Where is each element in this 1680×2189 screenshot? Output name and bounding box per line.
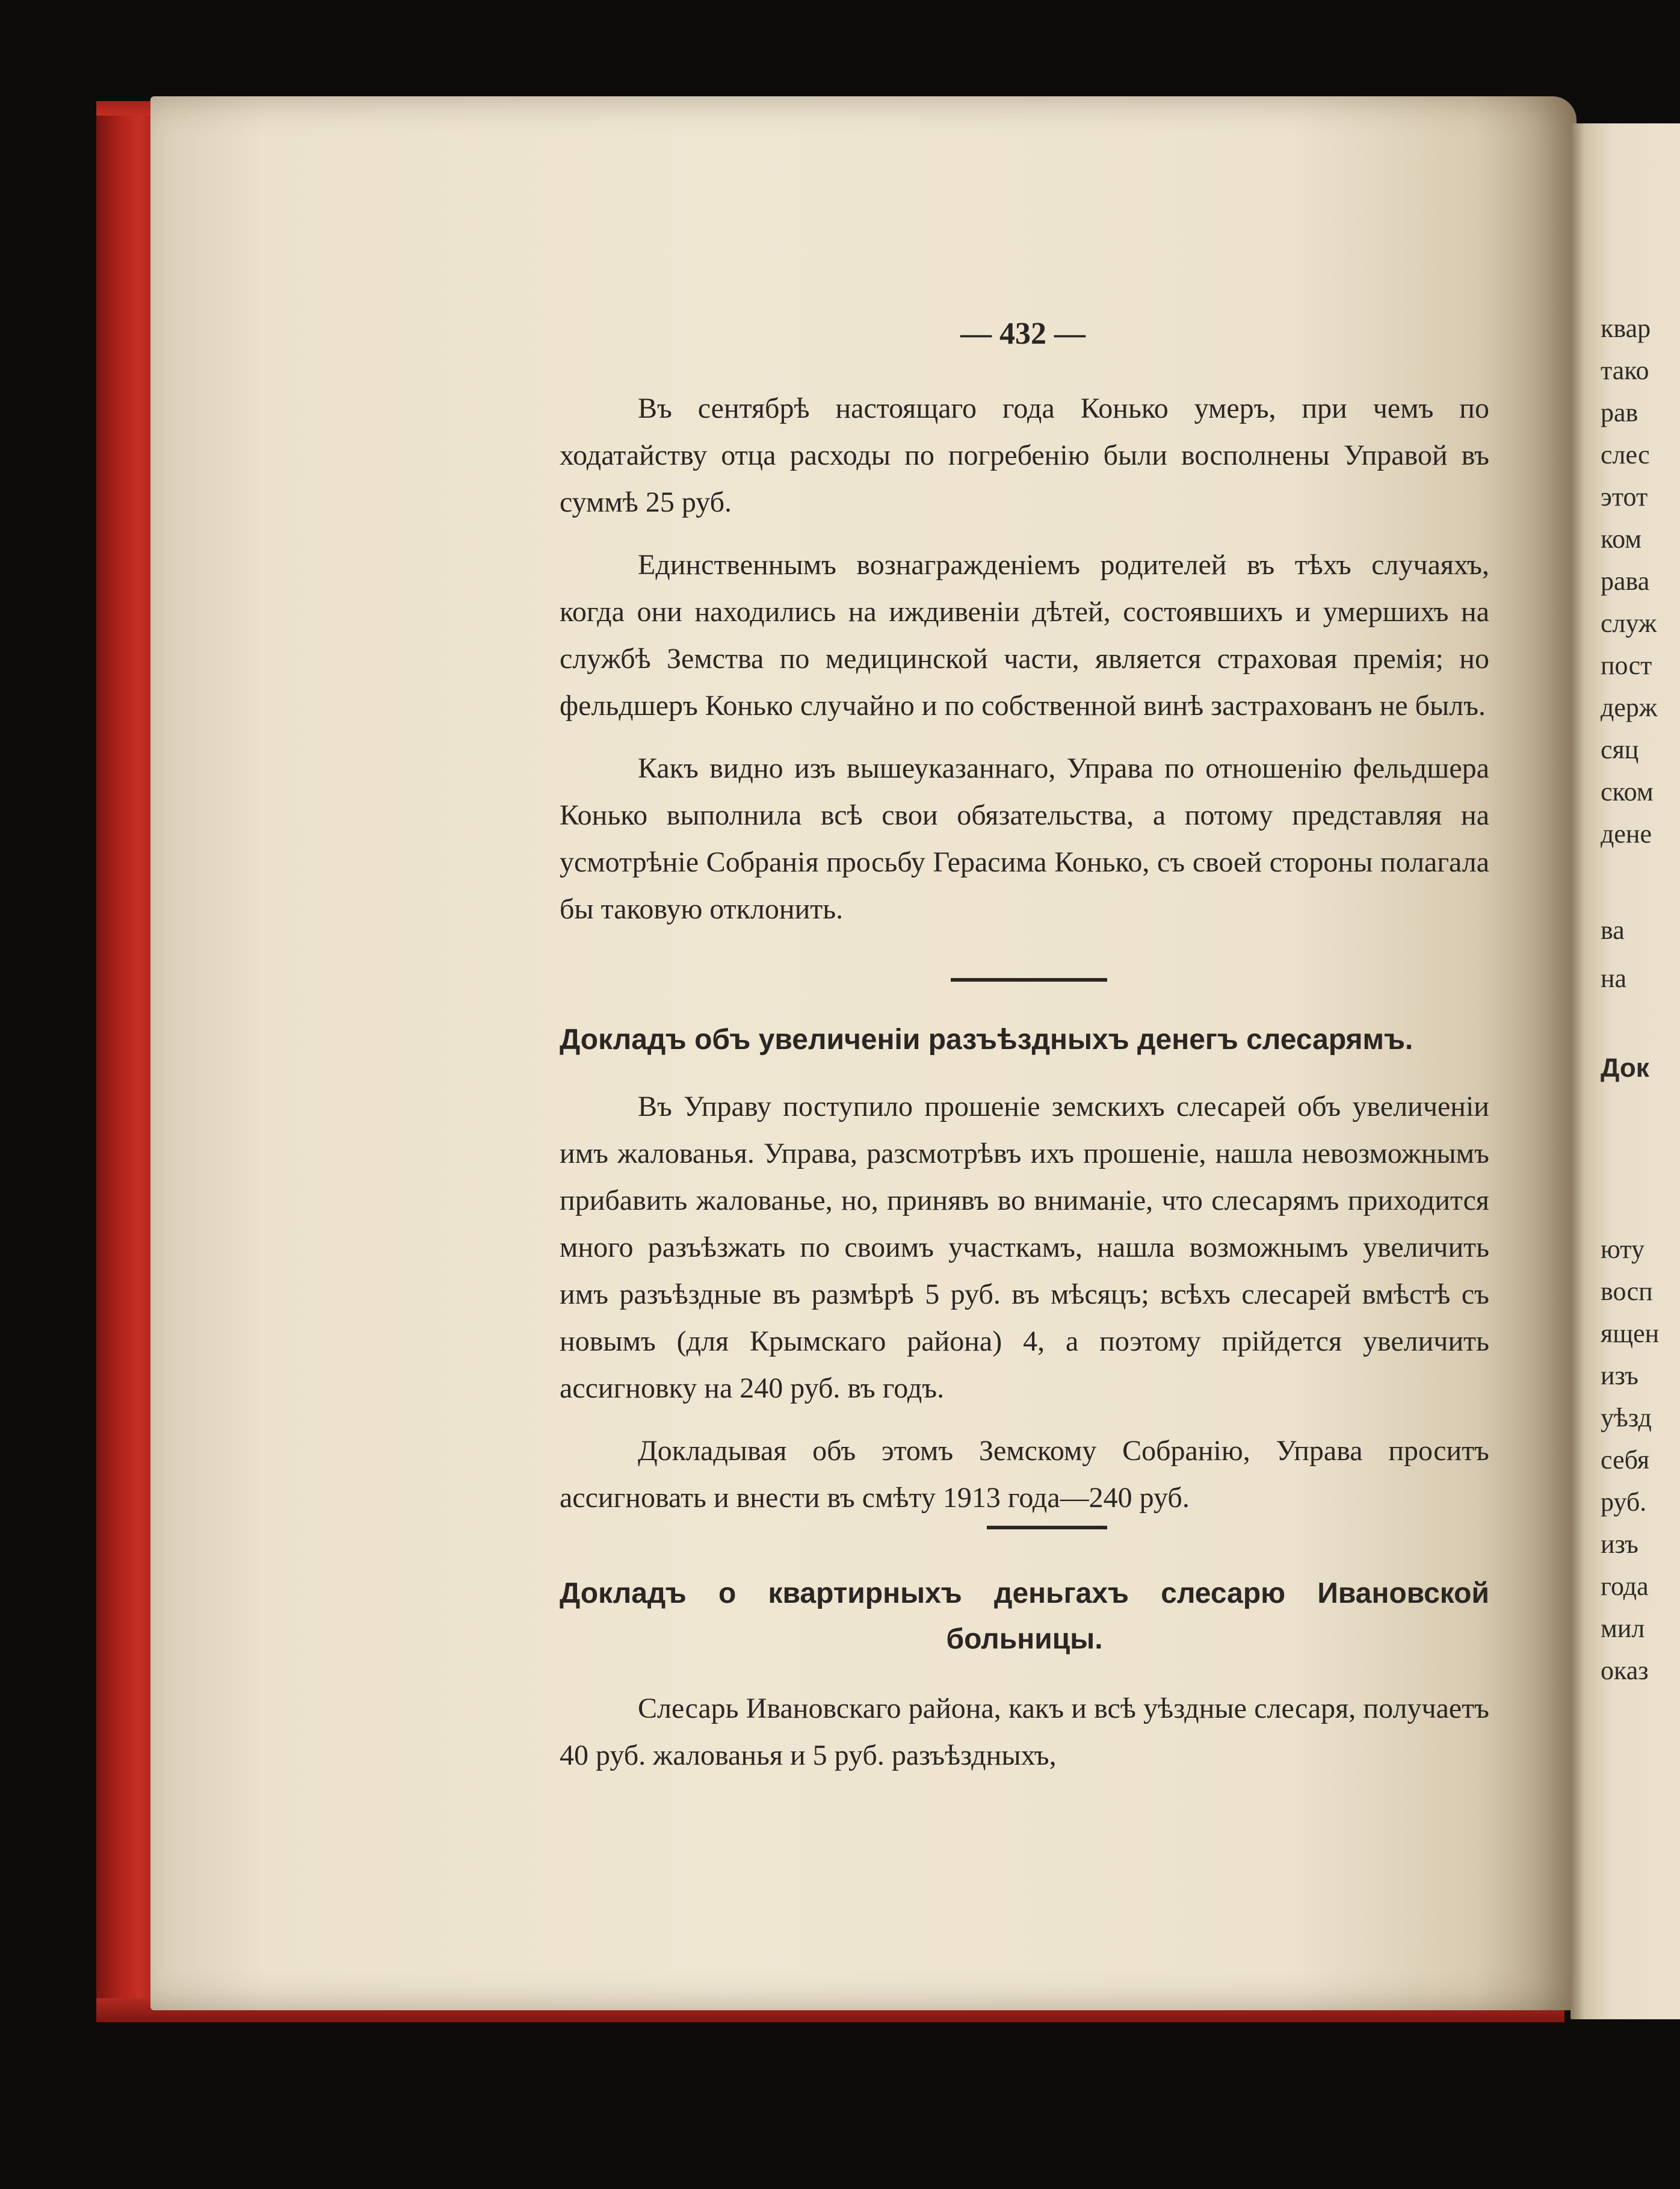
neighbour-page-fragment: ящен	[1601, 1319, 1660, 1348]
neighbour-page-fragment: тако	[1601, 356, 1649, 385]
paragraph-5: Докладывая объ этомъ Земскому Собранію, Управа проситъ ассигновать и внести въ смѣту 1913 года—240 руб.	[560, 1435, 1489, 1514]
text-block-mid	[560, 1083, 1489, 1522]
heading-line: больницы.	[946, 1623, 1103, 1655]
section-heading: Докладъ объ увеличеніи разъѣздныхъ денегъ слесарямъ.	[560, 1024, 1413, 1056]
neighbour-page-fragment: юту	[1601, 1234, 1644, 1264]
neighbour-page-fragment: на	[1601, 964, 1627, 993]
neighbour-page-fragment: себя	[1601, 1445, 1650, 1475]
neighbour-page-fragment: уѣзд	[1601, 1403, 1652, 1432]
section-divider	[951, 978, 1107, 982]
paragraph-4: Въ Управу поступило прошеніе земскихъ слесарей объ увеличеніи имъ жалованья. Управа, разсмотрѣвъ ихъ прошеніе, нашла невозможнымъ прибавить жалованье, но, принявъ во вниманіе, что слесарямъ приходится много разъѣзжать по своимъ участкамъ, нашла возможнымъ увеличить имъ разъѣздные въ размѣрѣ 5 руб. въ мѣсяцъ; всѣхъ слесарей вмѣстѣ съ новымъ (для Крымскаго района) 4, а поэтому прійдется увеличить ассигновку на 240 руб. въ годъ.	[560, 1091, 1489, 1404]
neighbour-page-fragment: дене	[1601, 819, 1652, 849]
text-block-top	[560, 385, 1489, 933]
neighbour-page-fragment: изъ	[1601, 1529, 1638, 1559]
text-block-bottom	[560, 1685, 1489, 1779]
neighbour-page-fragment: мил	[1601, 1614, 1645, 1643]
neighbour-page-fragment: слес	[1601, 440, 1650, 469]
neighbour-page-fragment: руб.	[1601, 1487, 1647, 1517]
neighbour-page-fragment: оказ	[1601, 1656, 1649, 1685]
neighbour-page-fragment: рав	[1601, 398, 1638, 427]
neighbour-page	[1570, 123, 1680, 2019]
paragraph-1: Въ сентябрѣ настоящаго года Конько умеръ, при чемъ по ходатайству отца расходы по погребенію были восполнены Управой въ суммѣ 25 руб.	[560, 392, 1489, 518]
neighbour-page-fragment: сяц	[1601, 735, 1639, 764]
neighbour-page-fragment: рава	[1601, 566, 1650, 596]
neighbour-page-fragment: восп	[1601, 1277, 1653, 1306]
paragraph-2: Единственнымъ вознагражденіемъ родителей въ тѣхъ случаяхъ, когда они находились на иждивеніи дѣтей, состоявшихъ и умершихъ на службѣ Земства по медицинской части, является страховая премія; но фельдшеръ Конько случайно и по собственной винѣ застрахованъ не былъ.	[560, 549, 1489, 722]
paragraph-3: Какъ видно изъ вышеуказаннаго, Управа по отношенію фельдшера Конько выполнила всѣ свои обязательства, а потому представляя на усмотрѣніе Собранія просьбу Герасима Конько, съ своей стороны полагала бы таковую отклонить.	[560, 752, 1489, 925]
neighbour-page-fragment: служ	[1601, 608, 1657, 638]
neighbour-page-fragment: ва	[1601, 915, 1625, 945]
neighbour-page-fragment: ком	[1601, 524, 1642, 554]
neighbour-page-fragment: этот	[1601, 482, 1648, 512]
neighbour-page-fragment: держ	[1601, 693, 1658, 722]
neighbour-page-fragment: года	[1601, 1571, 1649, 1601]
paragraph-6: Слесарь Ивановскаго района, какъ и всѣ уѣздные слесаря, получаетъ 40 руб. жалованья и 5 руб. разъѣздныхъ,	[560, 1692, 1489, 1771]
neighbour-page-fragment: квар	[1601, 314, 1651, 343]
section-heading	[560, 1571, 1489, 1662]
neighbour-page-fragment: ском	[1601, 777, 1654, 807]
heading-line: Докладъ о квартирныхъ деньгахъ слесарю Ивановской	[560, 1578, 1489, 1609]
neighbour-page-fragment: пост	[1601, 651, 1652, 680]
page-number: — 432 —	[960, 317, 1086, 351]
neighbour-page-fragment: Док	[1601, 1053, 1649, 1083]
section-divider	[987, 1526, 1107, 1529]
neighbour-page-fragment: изъ	[1601, 1361, 1638, 1390]
